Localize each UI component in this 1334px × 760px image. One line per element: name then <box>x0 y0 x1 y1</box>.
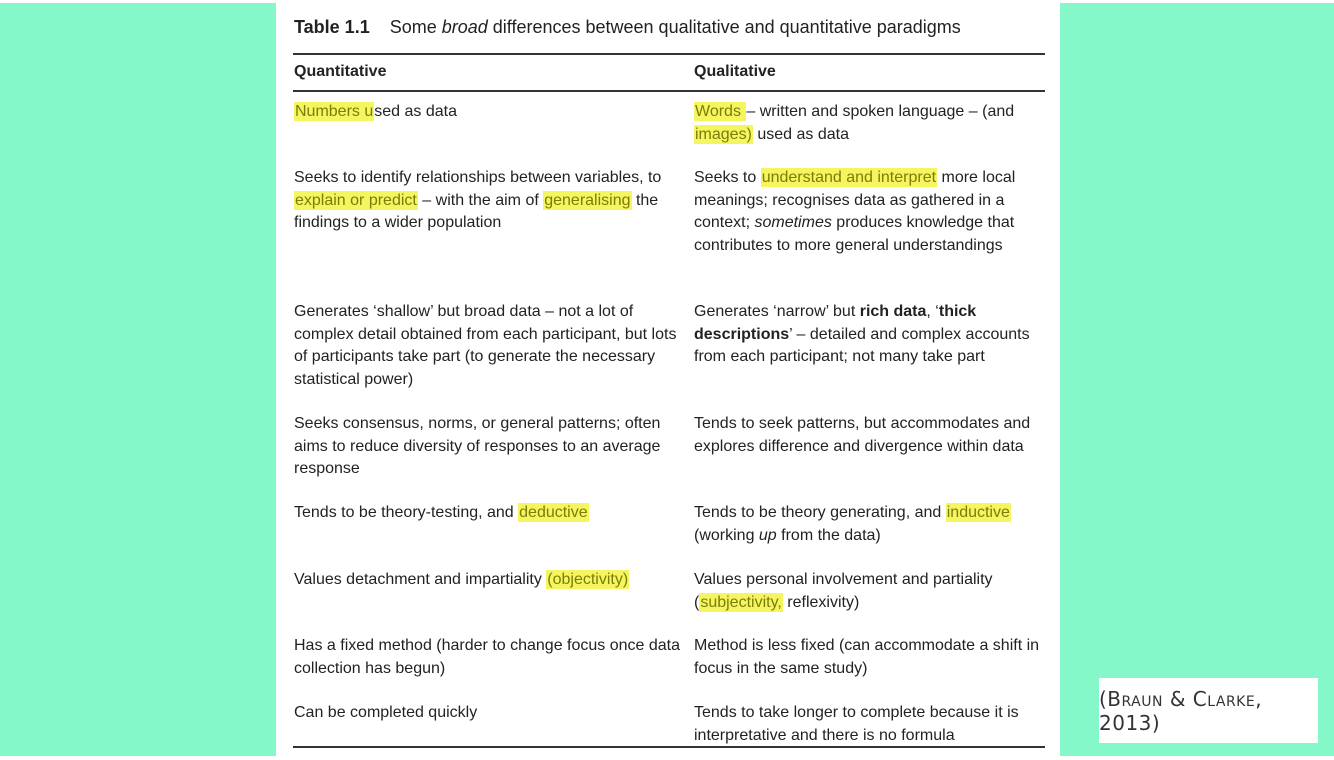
cell-text: used as data <box>752 125 849 143</box>
cell-text: Tends to be theory-testing, and <box>294 504 519 521</box>
cell-text: (working <box>694 526 759 544</box>
table-title-after: differences between qualitative and quantitative paradigms <box>487 17 961 37</box>
row-7-qualitative <box>694 635 1056 680</box>
highlighted-text: understand and interpret <box>761 169 937 186</box>
row-4-qualitative <box>694 413 1056 458</box>
row-7-quantitative <box>294 635 686 680</box>
cell-text: sometimes <box>754 214 832 231</box>
header-quantitative: Quantitative <box>294 63 387 80</box>
cell-text: , ‘ <box>926 303 939 320</box>
row-8-qualitative <box>694 702 1056 747</box>
cell-text: – written and spoken language – (and <box>746 103 1015 120</box>
cell-text: up <box>758 526 777 544</box>
row-6-quantitative <box>294 569 686 592</box>
cell-text: Can be completed quickly <box>294 704 478 721</box>
cell-text: Values personal involvement and partiality ( <box>694 571 993 611</box>
highlighted-text: images) <box>695 125 752 143</box>
cell-text: Generates ‘shallow’ but broad data – not a lot of complex detail obtained from each participant, but lots of participants take part (to generate the necessary statistical power) <box>294 303 677 388</box>
cell-text: – with the aim of <box>417 191 544 209</box>
cell-text: sed as data <box>374 103 457 120</box>
highlighted-text: explain or predict <box>295 191 417 209</box>
cell-text: reflexivity) <box>782 593 860 611</box>
row-1-qualitative <box>694 101 1056 146</box>
cell-text: Tends to take longer to complete because it is interpretative and there is no formula <box>694 704 1019 744</box>
cell-text: produces knowledge that contributes to more general understandings <box>694 214 1015 254</box>
row-3-quantitative <box>294 301 686 391</box>
table-title <box>294 17 961 38</box>
highlighted-text: (objectivity) <box>547 571 629 588</box>
cell-text: Seeks consensus, norms, or general patterns; often aims to reduce diversity of responses to an average response <box>294 415 661 477</box>
cell-text: Values detachment and impartiality <box>294 571 547 588</box>
row-4-quantitative <box>294 413 686 481</box>
cell-text: Tends to seek patterns, but accommodates and explores difference and divergence within data <box>694 415 1031 455</box>
cell-text: Generates ‘narrow’ but <box>694 303 860 320</box>
cell-text: rich data <box>859 303 927 320</box>
cell-text: Seeks to <box>694 169 761 186</box>
highlighted-text: Numbers u <box>295 103 374 120</box>
table-title-before: Some <box>389 17 442 37</box>
highlighted-text: deductive <box>519 504 588 521</box>
row-2-qualitative <box>694 167 1056 257</box>
cell-text: Seeks to identify relationships between variables, to <box>294 169 662 186</box>
highlighted-text: Words <box>695 103 746 120</box>
highlighted-text: inductive <box>946 504 1010 521</box>
row-3-qualitative <box>694 301 1056 369</box>
cell-text: from the data) <box>776 526 881 544</box>
header-rule <box>293 90 1045 92</box>
cell-text: ’ – detailed and complex accounts from each participant; not many take part <box>694 325 1030 365</box>
cell-text: Has a fixed method (harder to change focus once data collection has begun) <box>294 637 681 677</box>
row-8-quantitative <box>294 702 686 725</box>
row-2-quantitative <box>294 167 686 235</box>
slide-background <box>0 3 1334 756</box>
cell-text: thick descriptions <box>694 303 977 343</box>
highlighted-text: subjectivity, <box>700 593 782 611</box>
row-6-qualitative <box>694 569 1056 614</box>
citation-box: (Braun & Clarke, 2013) <box>1099 678 1318 743</box>
bottom-rule <box>293 746 1045 748</box>
header-qualitative: Qualitative <box>694 63 776 80</box>
cell-text: Method is less fixed (can accommodate a shift in focus in the same study) <box>694 637 1040 677</box>
row-1-quantitative <box>294 101 686 124</box>
table-page <box>276 3 1060 756</box>
cell-text: more local meanings; recognises data as gathered in a context; <box>694 169 1016 231</box>
highlighted-text: generalising <box>544 191 631 209</box>
row-5-qualitative <box>694 502 1056 547</box>
row-5-quantitative <box>294 502 686 525</box>
cell-text: the findings to a wider population <box>294 191 659 231</box>
cell-text: Tends to be theory generating, and <box>694 504 946 521</box>
table-title-emphasis: broad <box>441 17 488 37</box>
top-rule <box>293 53 1045 55</box>
table-number: Table 1.1 <box>294 17 370 37</box>
